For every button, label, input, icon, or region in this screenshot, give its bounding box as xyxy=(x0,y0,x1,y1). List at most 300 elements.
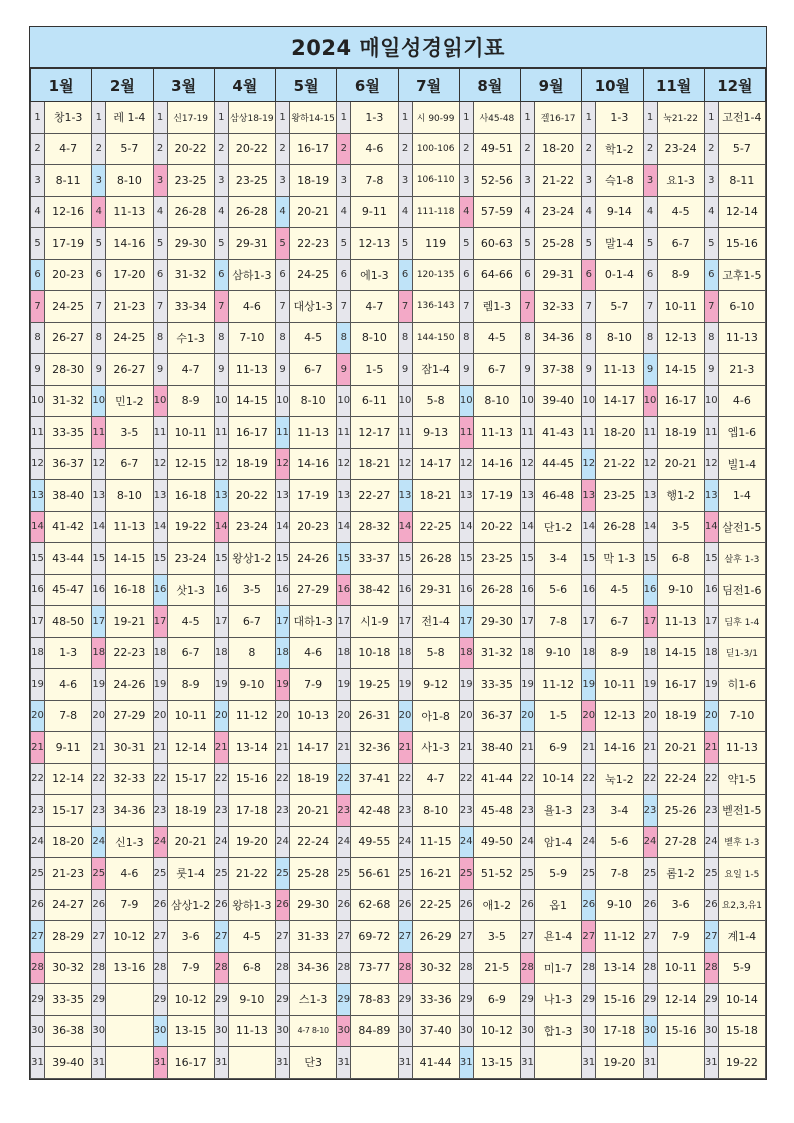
reading-cell: 14-16 xyxy=(290,448,337,480)
reading-cell: 64-66 xyxy=(473,259,520,291)
day-number: 3 xyxy=(153,165,167,197)
reading-cell: 15-17 xyxy=(45,795,92,827)
reading-cell: 17-19 xyxy=(473,480,520,512)
day-number: 8 xyxy=(704,322,718,354)
reading-cell: 8-9 xyxy=(167,669,214,701)
reading-cell: 30-31 xyxy=(106,732,153,764)
day-number: 15 xyxy=(31,543,45,575)
reading-cell: 16-17 xyxy=(657,385,704,417)
day-number: 8 xyxy=(582,322,596,354)
day-number: 4 xyxy=(214,196,228,228)
day-number: 17 xyxy=(643,606,657,638)
day-number: 12 xyxy=(398,448,412,480)
day-number: 15 xyxy=(643,543,657,575)
day-number: 30 xyxy=(459,1015,473,1047)
reading-cell: 벧전1-5 xyxy=(718,795,765,827)
day-number: 15 xyxy=(398,543,412,575)
day-number: 14 xyxy=(276,511,290,543)
reading-cell: 78-83 xyxy=(351,984,398,1016)
day-number: 8 xyxy=(459,322,473,354)
reading-cell: 31-32 xyxy=(167,259,214,291)
day-number: 2 xyxy=(459,133,473,165)
reading-cell: 삼상18-19 xyxy=(228,102,275,134)
day-number: 20 xyxy=(643,700,657,732)
reading-cell: 3-5 xyxy=(106,417,153,449)
reading-cell: 8-9 xyxy=(657,259,704,291)
day-number: 20 xyxy=(214,700,228,732)
reading-cell: 14-15 xyxy=(106,543,153,575)
day-number: 16 xyxy=(92,574,106,606)
reading-cell: 11-13 xyxy=(718,732,765,764)
day-number: 5 xyxy=(459,228,473,260)
reading-cell: 슥1-8 xyxy=(596,165,643,197)
reading-cell: 23-25 xyxy=(473,543,520,575)
day-row xyxy=(31,984,766,1016)
reading-cell: 13-14 xyxy=(596,952,643,984)
day-number: 22 xyxy=(521,763,535,795)
day-number: 14 xyxy=(398,511,412,543)
day-number: 17 xyxy=(521,606,535,638)
reading-cell: 눅1-2 xyxy=(596,763,643,795)
reading-cell: 9-10 xyxy=(228,669,275,701)
day-number: 19 xyxy=(92,669,106,701)
reading-cell: 11-13 xyxy=(228,354,275,386)
day-number: 1 xyxy=(704,102,718,134)
day-number: 31 xyxy=(276,1047,290,1079)
day-number: 15 xyxy=(704,543,718,575)
reading-cell: 6-7 xyxy=(657,228,704,260)
day-number: 12 xyxy=(214,448,228,480)
reading-cell: 14-15 xyxy=(657,354,704,386)
reading-cell: 빌1-4 xyxy=(718,448,765,480)
day-number: 22 xyxy=(214,763,228,795)
reading-cell: 14-17 xyxy=(596,385,643,417)
reading-cell: 3-5 xyxy=(657,511,704,543)
day-number: 23 xyxy=(643,795,657,827)
reading-cell: 5-8 xyxy=(412,385,459,417)
day-number: 10 xyxy=(31,385,45,417)
day-number: 1 xyxy=(337,102,351,134)
day-number: 18 xyxy=(92,637,106,669)
reading-cell: 7-8 xyxy=(596,858,643,890)
day-number: 8 xyxy=(643,322,657,354)
day-number: 18 xyxy=(337,637,351,669)
reading-cell: 27-29 xyxy=(106,700,153,732)
reading-cell: 스1-3 xyxy=(290,984,337,1016)
reading-cell: 5-6 xyxy=(535,574,582,606)
day-number: 6 xyxy=(704,259,718,291)
reading-cell: 고후1-5 xyxy=(718,259,765,291)
reading-cell: 14-17 xyxy=(290,732,337,764)
day-number: 21 xyxy=(459,732,473,764)
day-number: 10 xyxy=(582,385,596,417)
day-number: 25 xyxy=(521,858,535,890)
day-number: 19 xyxy=(521,669,535,701)
reading-cell: 12-14 xyxy=(45,763,92,795)
day-number: 14 xyxy=(31,511,45,543)
reading-cell: 11-12 xyxy=(535,669,582,701)
day-number: 7 xyxy=(214,291,228,323)
reading-cell: 단1-2 xyxy=(535,511,582,543)
reading-cell: 약1-5 xyxy=(718,763,765,795)
reading-cell: 21-23 xyxy=(45,858,92,890)
day-number: 16 xyxy=(643,574,657,606)
reading-cell: 22-24 xyxy=(290,826,337,858)
day-number: 5 xyxy=(214,228,228,260)
day-number: 21 xyxy=(643,732,657,764)
day-number: 8 xyxy=(398,322,412,354)
day-number: 26 xyxy=(704,889,718,921)
day-number: 16 xyxy=(31,574,45,606)
day-number: 25 xyxy=(704,858,718,890)
day-number: 17 xyxy=(398,606,412,638)
day-number: 10 xyxy=(214,385,228,417)
reading-cell: 18-20 xyxy=(596,417,643,449)
reading-cell: 14-15 xyxy=(228,385,275,417)
day-number: 3 xyxy=(643,165,657,197)
day-number: 24 xyxy=(459,826,473,858)
day-row xyxy=(31,826,766,858)
reading-cell: 36-37 xyxy=(45,448,92,480)
reading-cell: 8-11 xyxy=(718,165,765,197)
day-number: 2 xyxy=(92,133,106,165)
reading-cell: 3-5 xyxy=(473,921,520,953)
day-number: 8 xyxy=(521,322,535,354)
reading-cell: 16-17 xyxy=(228,417,275,449)
day-number: 16 xyxy=(521,574,535,606)
reading-cell: 대하1-3 xyxy=(290,606,337,638)
reading-cell: 겔16-17 xyxy=(535,102,582,134)
day-number: 20 xyxy=(276,700,290,732)
reading-cell: 41-44 xyxy=(412,1047,459,1079)
day-row xyxy=(31,889,766,921)
reading-cell: 37-41 xyxy=(351,763,398,795)
day-number: 22 xyxy=(31,763,45,795)
reading-cell: 7-9 xyxy=(290,669,337,701)
reading-cell: 6-8 xyxy=(657,543,704,575)
day-number: 13 xyxy=(337,480,351,512)
day-number: 31 xyxy=(92,1047,106,1079)
day-number: 24 xyxy=(276,826,290,858)
day-number: 19 xyxy=(459,669,473,701)
day-number: 31 xyxy=(31,1047,45,1079)
reading-cell: 19-20 xyxy=(596,1047,643,1079)
reading-cell: 29-30 xyxy=(473,606,520,638)
reading-cell: 26-28 xyxy=(596,511,643,543)
day-number: 30 xyxy=(521,1015,535,1047)
reading-cell: 15-16 xyxy=(596,984,643,1016)
reading-cell: 8 xyxy=(228,637,275,669)
reading-cell xyxy=(657,1047,704,1079)
day-row xyxy=(31,1047,766,1079)
day-number: 20 xyxy=(92,700,106,732)
day-number: 3 xyxy=(337,165,351,197)
day-number: 30 xyxy=(337,1015,351,1047)
day-number: 15 xyxy=(582,543,596,575)
day-number: 22 xyxy=(643,763,657,795)
reading-cell: 34-36 xyxy=(290,952,337,984)
day-number: 21 xyxy=(582,732,596,764)
day-row xyxy=(31,669,766,701)
day-number: 18 xyxy=(214,637,228,669)
reading-cell: 45-47 xyxy=(45,574,92,606)
reading-cell: 20-22 xyxy=(167,133,214,165)
reading-cell: 32-33 xyxy=(535,291,582,323)
reading-cell: 38-40 xyxy=(473,732,520,764)
reading-cell: 옵1 xyxy=(535,889,582,921)
day-number: 29 xyxy=(398,984,412,1016)
day-number: 13 xyxy=(153,480,167,512)
day-number: 18 xyxy=(521,637,535,669)
day-number: 2 xyxy=(337,133,351,165)
reading-cell: 33-37 xyxy=(351,543,398,575)
reading-cell xyxy=(535,1047,582,1079)
reading-cell: 52-56 xyxy=(473,165,520,197)
day-number: 12 xyxy=(92,448,106,480)
day-number: 12 xyxy=(459,448,473,480)
day-number: 14 xyxy=(337,511,351,543)
reading-cell: 29-31 xyxy=(228,228,275,260)
month-header: 12월 xyxy=(704,69,765,102)
reading-cell: 39-40 xyxy=(45,1047,92,1079)
day-number: 24 xyxy=(704,826,718,858)
reading-cell: 29-31 xyxy=(412,574,459,606)
day-number: 21 xyxy=(31,732,45,764)
reading-cell: 31-32 xyxy=(473,637,520,669)
reading-cell: 7-10 xyxy=(718,700,765,732)
reading-cell: 레 1-4 xyxy=(106,102,153,134)
day-number: 6 xyxy=(643,259,657,291)
reading-cell: 20-22 xyxy=(228,480,275,512)
day-number: 12 xyxy=(153,448,167,480)
day-number: 15 xyxy=(276,543,290,575)
reading-cell: 23-25 xyxy=(167,165,214,197)
day-number: 11 xyxy=(521,417,535,449)
reading-cell: 7-9 xyxy=(167,952,214,984)
day-number: 4 xyxy=(582,196,596,228)
day-number: 10 xyxy=(276,385,290,417)
day-number: 12 xyxy=(582,448,596,480)
day-number: 15 xyxy=(214,543,228,575)
day-number: 3 xyxy=(92,165,106,197)
reading-cell: 29-30 xyxy=(290,889,337,921)
reading-cell: 144-150 xyxy=(412,322,459,354)
day-number: 9 xyxy=(31,354,45,386)
day-number: 23 xyxy=(398,795,412,827)
reading-cell: 9-10 xyxy=(535,637,582,669)
reading-cell: 5-6 xyxy=(596,826,643,858)
reading-cell: 13-15 xyxy=(473,1047,520,1079)
reading-cell: 41-42 xyxy=(45,511,92,543)
day-number: 18 xyxy=(459,637,473,669)
day-number: 29 xyxy=(521,984,535,1016)
reading-cell: 21-3 xyxy=(718,354,765,386)
day-row xyxy=(31,858,766,890)
day-number: 17 xyxy=(337,606,351,638)
reading-cell: 16-17 xyxy=(290,133,337,165)
reading-cell: 17-18 xyxy=(596,1015,643,1047)
reading-cell: 20-22 xyxy=(473,511,520,543)
day-number: 19 xyxy=(643,669,657,701)
reading-cell: 17-18 xyxy=(228,795,275,827)
reading-cell: 4-7 xyxy=(412,763,459,795)
reading-cell: 11-13 xyxy=(106,511,153,543)
day-number: 8 xyxy=(92,322,106,354)
day-number: 16 xyxy=(214,574,228,606)
day-number: 10 xyxy=(521,385,535,417)
reading-cell: 26-27 xyxy=(106,354,153,386)
reading-cell: 42-48 xyxy=(351,795,398,827)
reading-cell: 23-25 xyxy=(596,480,643,512)
day-row xyxy=(31,385,766,417)
day-number: 5 xyxy=(643,228,657,260)
day-row xyxy=(31,448,766,480)
reading-cell: 136-143 xyxy=(412,291,459,323)
day-number: 25 xyxy=(398,858,412,890)
reading-cell: 6-7 xyxy=(290,354,337,386)
reading-cell: 17-20 xyxy=(106,259,153,291)
day-number: 31 xyxy=(337,1047,351,1079)
day-row xyxy=(31,732,766,764)
reading-cell: 4-5 xyxy=(596,574,643,606)
day-number: 7 xyxy=(459,291,473,323)
day-number: 21 xyxy=(521,732,535,764)
day-number: 9 xyxy=(214,354,228,386)
reading-cell: 22-27 xyxy=(351,480,398,512)
reading-cell: 33-36 xyxy=(412,984,459,1016)
reading-cell: 10-11 xyxy=(657,952,704,984)
reading-cell: 111-118 xyxy=(412,196,459,228)
day-number: 7 xyxy=(398,291,412,323)
day-number: 13 xyxy=(92,480,106,512)
day-number: 15 xyxy=(153,543,167,575)
day-number: 29 xyxy=(31,984,45,1016)
reading-cell: 6-7 xyxy=(228,606,275,638)
day-number: 23 xyxy=(582,795,596,827)
day-number: 2 xyxy=(582,133,596,165)
reading-cell: 8-10 xyxy=(106,480,153,512)
reading-cell: 44-45 xyxy=(535,448,582,480)
reading-cell: 22-23 xyxy=(106,637,153,669)
day-number: 27 xyxy=(214,921,228,953)
day-number: 22 xyxy=(459,763,473,795)
day-number: 16 xyxy=(582,574,596,606)
reading-cell: 11-13 xyxy=(106,196,153,228)
day-number: 1 xyxy=(643,102,657,134)
day-number: 16 xyxy=(459,574,473,606)
reading-cell: 4-6 xyxy=(290,637,337,669)
reading-cell: 왕상1-2 xyxy=(228,543,275,575)
day-number: 30 xyxy=(92,1015,106,1047)
day-number: 7 xyxy=(582,291,596,323)
day-number: 24 xyxy=(643,826,657,858)
day-number: 20 xyxy=(31,700,45,732)
reading-cell: 14-15 xyxy=(657,637,704,669)
reading-cell: 22-24 xyxy=(657,763,704,795)
reading-cell: 62-68 xyxy=(351,889,398,921)
reading-cell: 막 1-3 xyxy=(596,543,643,575)
day-number: 27 xyxy=(92,921,106,953)
day-number: 1 xyxy=(521,102,535,134)
reading-cell: 눅21-22 xyxy=(657,102,704,134)
reading-table xyxy=(30,68,766,1079)
day-row xyxy=(31,700,766,732)
day-number: 10 xyxy=(459,385,473,417)
reading-cell: 15-16 xyxy=(657,1015,704,1047)
reading-cell: 4-7 8-10 xyxy=(290,1015,337,1047)
day-number: 27 xyxy=(582,921,596,953)
day-number: 12 xyxy=(521,448,535,480)
day-number: 26 xyxy=(521,889,535,921)
month-header: 2월 xyxy=(92,69,153,102)
day-number: 21 xyxy=(398,732,412,764)
day-number: 19 xyxy=(214,669,228,701)
day-number: 31 xyxy=(153,1047,167,1079)
day-number: 23 xyxy=(459,795,473,827)
day-number: 23 xyxy=(276,795,290,827)
reading-cell: 왕하14-15 xyxy=(290,102,337,134)
reading-cell: 24-27 xyxy=(45,889,92,921)
reading-cell: 30-32 xyxy=(412,952,459,984)
day-number: 15 xyxy=(521,543,535,575)
reading-cell: 26-27 xyxy=(45,322,92,354)
day-number: 21 xyxy=(214,732,228,764)
reading-cell: 6-7 xyxy=(473,354,520,386)
reading-cell: 왕하1-3 xyxy=(228,889,275,921)
day-number: 19 xyxy=(398,669,412,701)
day-number: 29 xyxy=(92,984,106,1016)
reading-cell: 22-23 xyxy=(290,228,337,260)
reading-cell: 20-22 xyxy=(228,133,275,165)
reading-cell: 36-37 xyxy=(473,700,520,732)
reading-cell: 23-24 xyxy=(535,196,582,228)
month-header: 6월 xyxy=(337,69,398,102)
day-number: 1 xyxy=(276,102,290,134)
reading-cell: 20-23 xyxy=(45,259,92,291)
reading-cell: 7-10 xyxy=(228,322,275,354)
day-number: 31 xyxy=(398,1047,412,1079)
day-number: 5 xyxy=(31,228,45,260)
reading-cell: 11-12 xyxy=(228,700,275,732)
day-number: 9 xyxy=(521,354,535,386)
day-row xyxy=(31,795,766,827)
reading-cell: 60-63 xyxy=(473,228,520,260)
reading-cell: 18-21 xyxy=(351,448,398,480)
reading-cell: 31-32 xyxy=(45,385,92,417)
day-number: 29 xyxy=(704,984,718,1016)
reading-cell: 11-13 xyxy=(473,417,520,449)
reading-cell: 46-48 xyxy=(535,480,582,512)
reading-cell: 1-3 xyxy=(45,637,92,669)
day-number: 14 xyxy=(92,511,106,543)
reading-cell: 에1-3 xyxy=(351,259,398,291)
day-number: 16 xyxy=(337,574,351,606)
day-number: 10 xyxy=(153,385,167,417)
day-number: 9 xyxy=(276,354,290,386)
reading-cell: 16-17 xyxy=(657,669,704,701)
reading-cell xyxy=(106,1047,153,1079)
reading-cell: 69-72 xyxy=(351,921,398,953)
day-number: 27 xyxy=(459,921,473,953)
reading-cell: 25-26 xyxy=(657,795,704,827)
reading-cell: 33-35 xyxy=(45,984,92,1016)
day-number: 23 xyxy=(704,795,718,827)
day-number: 7 xyxy=(153,291,167,323)
day-number: 22 xyxy=(337,763,351,795)
reading-cell: 3-5 xyxy=(228,574,275,606)
reading-cell: 전1-4 xyxy=(412,606,459,638)
day-number: 28 xyxy=(92,952,106,984)
